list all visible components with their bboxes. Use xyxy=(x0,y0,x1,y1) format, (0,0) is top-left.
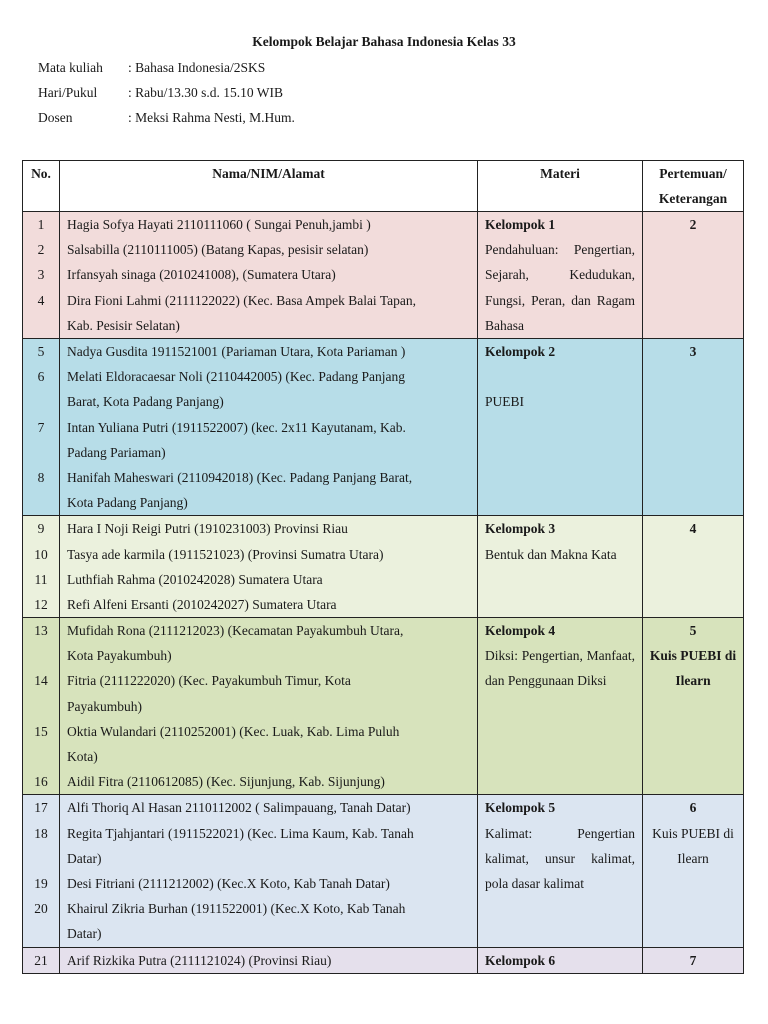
pertemuan-number: 4 xyxy=(689,521,697,537)
cell-no xyxy=(23,618,60,795)
member-line: Hara I Noji Reigi Putri (1910231003) Provinsi Riau xyxy=(67,521,348,537)
row-number: 21 xyxy=(34,952,48,968)
member-line: Refi Alfeni Ersanti (2010242027) Sumatera Utara xyxy=(67,596,337,612)
cell-materi xyxy=(478,212,643,339)
row-number xyxy=(23,389,59,414)
group-table xyxy=(22,160,744,974)
row-number: 4 xyxy=(37,292,45,308)
cell-pertemuan xyxy=(643,339,744,516)
member-line: Kota) xyxy=(67,749,98,765)
meta-key: Mata kuliah xyxy=(38,60,103,75)
member-line: Barat, Kota Padang Panjang) xyxy=(67,394,224,410)
member-line: Irfansyah sinaga (2010241008), (Sumatera Utara) xyxy=(67,267,336,283)
row-number: 7 xyxy=(37,419,45,435)
member-line: Oktia Wulandari (2110252001) (Kec. Luak, Kab. Lima Puluh xyxy=(67,723,400,739)
member-line: Mufidah Rona (2111212023) (Kecamatan Payakumbuh Utara, xyxy=(67,623,404,639)
row-number: 3 xyxy=(37,267,45,283)
meta-key: Dosen xyxy=(38,110,73,125)
cell-nama xyxy=(60,618,478,795)
pertemuan-number: 7 xyxy=(689,952,697,968)
member-line: Payakumbuh) xyxy=(67,698,142,714)
row-number: 18 xyxy=(34,825,48,841)
row-number: 2 xyxy=(37,242,45,258)
meta-value: : Meksi Rahma Nesti, M.Hum. xyxy=(128,110,295,125)
cell-materi xyxy=(478,516,643,618)
table-row xyxy=(23,618,744,795)
cell-nama xyxy=(60,516,478,618)
row-number xyxy=(23,846,59,871)
row-number: 11 xyxy=(34,571,48,587)
header-pertemuan-line2: Keterangan xyxy=(658,191,728,206)
header-pertemuan xyxy=(643,161,744,212)
cell-nama xyxy=(60,212,478,339)
member-line: Luthfiah Rahma (2010242028) Sumatera Utara xyxy=(67,571,323,587)
materi-text: Kalimat: Pengertian kalimat, unsur kalimat, pola dasar kalimat xyxy=(485,825,635,891)
header-materi: Materi xyxy=(478,161,643,212)
meta-row-hari-pukul xyxy=(38,85,283,101)
member-line: Padang Pariaman) xyxy=(67,444,166,460)
row-number: 15 xyxy=(34,723,48,739)
row-number: 6 xyxy=(37,369,45,385)
header-nama: Nama/NIM/Alamat xyxy=(60,161,478,212)
row-number: 17 xyxy=(34,800,48,816)
row-number xyxy=(23,643,59,668)
cell-pertemuan xyxy=(643,947,744,973)
kelompok-label: Kelompok 6 xyxy=(485,952,556,968)
kelompok-label: Kelompok 2 xyxy=(485,344,556,360)
row-number xyxy=(23,440,59,465)
row-number xyxy=(23,490,59,515)
row-number xyxy=(23,694,59,719)
cell-no xyxy=(23,516,60,618)
header-no: No. xyxy=(23,161,60,212)
cell-pertemuan xyxy=(643,516,744,618)
row-number: 8 xyxy=(37,469,45,485)
pertemuan-number: 6 xyxy=(689,800,697,816)
row-number: 12 xyxy=(34,596,48,612)
pertemuan-number: 5 xyxy=(689,623,697,639)
row-number: 16 xyxy=(34,774,48,790)
row-number: 14 xyxy=(34,673,48,689)
cell-nama xyxy=(60,339,478,516)
row-number xyxy=(23,744,59,769)
table-row xyxy=(23,795,744,947)
row-number: 13 xyxy=(34,623,48,639)
kelompok-label: Kelompok 4 xyxy=(485,623,556,639)
materi-text: Bentuk dan Makna Kata xyxy=(485,546,617,562)
meta-row-mata-kuliah xyxy=(38,60,265,76)
cell-materi xyxy=(478,795,643,947)
cell-materi xyxy=(478,618,643,795)
member-line: Kota Padang Panjang) xyxy=(67,495,188,511)
row-number: 10 xyxy=(34,546,48,562)
row-number: 5 xyxy=(37,344,45,360)
member-line: Regita Tjahjantari (1911522021) (Kec. Lima Kaum, Kab. Tanah xyxy=(67,825,414,841)
row-number: 19 xyxy=(34,875,48,891)
cell-no xyxy=(23,212,60,339)
member-line: Arif Rizkika Putra (2111121024) (Provinsi Riau) xyxy=(67,952,332,968)
member-line: Hanifah Maheswari (2110942018) (Kec. Padang Panjang Barat, xyxy=(67,469,413,485)
member-line: Hagia Sofya Hayati 2110111060 ( Sungai Penuh,jambi ) xyxy=(67,217,371,232)
kelompok-label: Kelompok 3 xyxy=(485,521,556,537)
member-line: Kab. Pesisir Selatan) xyxy=(67,317,180,333)
table-row xyxy=(23,947,744,973)
member-line: Desi Fitriani (2111212002) (Kec.X Koto, Kab Tanah Datar) xyxy=(67,875,390,891)
row-number: 9 xyxy=(37,521,45,537)
cell-materi xyxy=(478,339,643,516)
table-header-row xyxy=(23,161,744,212)
keterangan-text: Kuis PUEBI di Ilearn xyxy=(652,825,734,866)
row-number xyxy=(23,921,59,946)
cell-pertemuan xyxy=(643,212,744,339)
header-pertemuan-line1: Pertemuan/ xyxy=(659,166,727,181)
row-number xyxy=(23,313,59,338)
member-line: Salsabilla (2110111005) (Batang Kapas, pesisir selatan) xyxy=(67,242,369,258)
row-number: 20 xyxy=(34,901,48,917)
meta-key: Hari/Pukul xyxy=(38,85,98,100)
table-row xyxy=(23,516,744,618)
member-line: Intan Yuliana Putri (1911522007) (kec. 2x11 Kayutanam, Kab. xyxy=(67,419,406,435)
member-line: Tasya ade karmila (1911521023) (Provinsi Sumatra Utara) xyxy=(67,546,384,562)
materi-text: Diksi: Pengertian, Manfaat, dan Penggunaan Diksi xyxy=(485,648,635,689)
member-line: Datar) xyxy=(67,926,102,942)
row-number: 1 xyxy=(37,217,45,232)
cell-no xyxy=(23,795,60,947)
cell-pertemuan xyxy=(643,618,744,795)
cell-materi xyxy=(478,947,643,973)
member-line: Datar) xyxy=(67,850,102,866)
document-title: Kelompok Belajar Bahasa Indonesia Kelas 33 xyxy=(252,34,516,49)
materi-text: PUEBI xyxy=(485,394,525,410)
meta-value: : Bahasa Indonesia/2SKS xyxy=(128,60,266,75)
meta-value: : Rabu/13.30 s.d. 15.10 WIB xyxy=(128,85,283,100)
member-line: Nadya Gusdita 1911521001 (Pariaman Utara, Kota Pariaman ) xyxy=(67,344,406,360)
kelompok-label: Kelompok 1 xyxy=(485,217,556,232)
materi-text: Pendahuluan: Pengertian, Sejarah, Kedudukan, Fungsi, Peran, dan Ragam Bahasa xyxy=(485,242,635,333)
pertemuan-number: 2 xyxy=(689,217,697,232)
cell-pertemuan xyxy=(643,795,744,947)
member-line: Aidil Fitra (2110612085) (Kec. Sijunjung, Kab. Sijunjung) xyxy=(67,774,385,790)
member-line: Alfi Thoriq Al Hasan 2110112002 ( Salimpauang, Tanah Datar) xyxy=(67,800,411,816)
cell-no xyxy=(23,947,60,973)
pertemuan-number: 3 xyxy=(689,344,697,360)
kelompok-label: Kelompok 5 xyxy=(485,800,556,816)
keterangan-text: Kuis PUEBI di Ilearn xyxy=(649,648,737,689)
spacer xyxy=(485,364,635,389)
member-line: Kota Payakumbuh) xyxy=(67,648,172,664)
member-line: Fitria (2111222020) (Kec. Payakumbuh Timur, Kota xyxy=(67,673,351,689)
table-row xyxy=(23,212,744,339)
member-line: Khairul Zikria Burhan (1911522001) (Kec.X Koto, Kab Tanah xyxy=(67,901,406,917)
table-row xyxy=(23,339,744,516)
cell-no xyxy=(23,339,60,516)
cell-nama xyxy=(60,947,478,973)
meta-row-dosen xyxy=(38,110,295,126)
member-line: Melati Eldoracaesar Noli (2110442005) (Kec. Padang Panjang xyxy=(67,369,406,385)
member-line: Dira Fioni Lahmi (2111122022) (Kec. Basa Ampek Balai Tapan, xyxy=(67,292,416,308)
cell-nama xyxy=(60,795,478,947)
